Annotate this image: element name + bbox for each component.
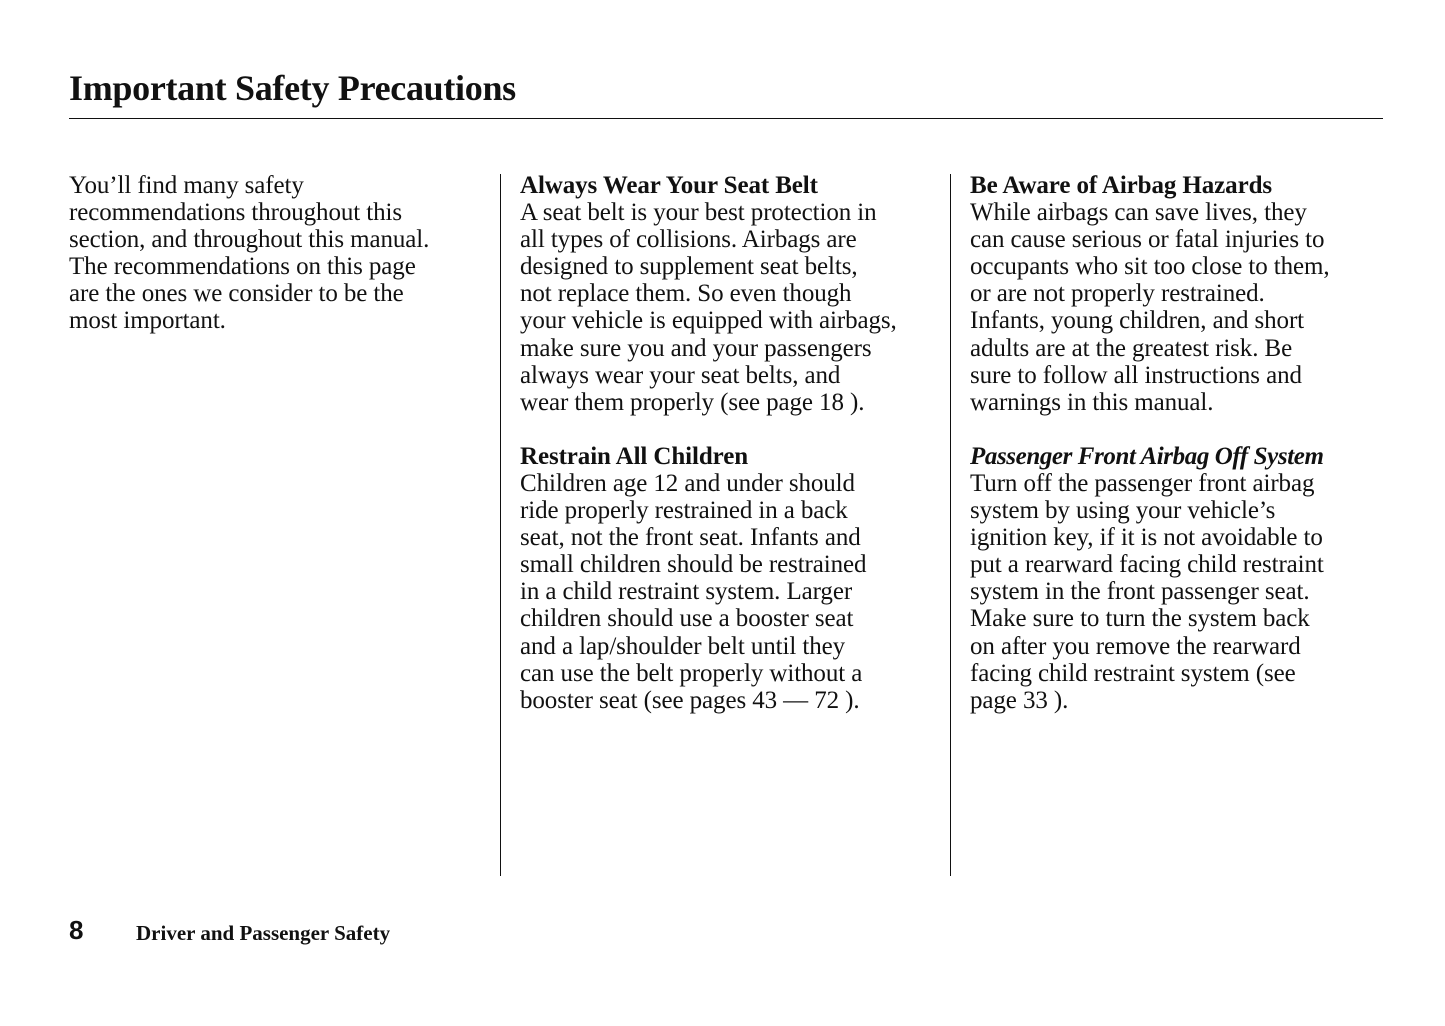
text-line: ride properly restrained in a back — [520, 497, 848, 525]
text-line: The recommendations on this page — [69, 253, 416, 281]
text-line: warnings in this manual. — [970, 388, 1214, 416]
text-line: children should use a booster seat — [520, 605, 854, 633]
title-rule — [69, 118, 1383, 119]
text-line: While airbags can save lives, they — [970, 199, 1307, 227]
intro-column — [69, 172, 489, 335]
text-line: designed to supplement seat belts, — [520, 253, 858, 281]
text-line: not replace them. So even though — [520, 280, 852, 308]
text-line: small children should be restrained — [520, 551, 867, 579]
page-title: Important Safety Precautions — [69, 68, 516, 108]
intro-paragraph — [69, 172, 489, 335]
right-column — [970, 172, 1390, 714]
children-heading: Restrain All Children — [520, 442, 749, 470]
text-line: on after you remove the rearward — [970, 632, 1301, 660]
text-line: can use the belt properly without a — [520, 659, 863, 687]
text-line: page 33 ). — [970, 686, 1069, 714]
text-line: occupants who sit too close to them, — [970, 253, 1330, 281]
text-line: adults are at the greatest risk. Be — [970, 334, 1293, 362]
text-line: and a lap/shoulder belt until they — [520, 632, 845, 660]
text-line: sure to follow all instructions and — [970, 361, 1302, 389]
text-line: make sure you and your passengers — [520, 334, 872, 362]
middle-column — [520, 172, 945, 714]
text-line: in a child restraint system. Larger — [520, 578, 853, 606]
airbag-off-heading: Passenger Front Airbag Off System — [970, 442, 1324, 470]
text-line: A seat belt is your best protection in — [520, 199, 877, 227]
text-line: are the ones we consider to be the — [69, 280, 404, 308]
text-line: system in the front passenger seat. — [970, 578, 1310, 606]
children-section — [520, 443, 945, 714]
text-line: recommendations throughout this — [69, 199, 402, 227]
text-line: most important. — [69, 307, 226, 335]
text-line: Children age 12 and under should — [520, 469, 855, 497]
text-line: can cause serious or fatal injuries to — [970, 226, 1325, 254]
text-line: wear them properly (see page 18 ). — [520, 388, 865, 416]
airbag-off-section — [970, 443, 1390, 714]
text-line: section, and throughout this manual. — [69, 226, 430, 254]
text-line: seat, not the front seat. Infants and — [520, 524, 861, 552]
text-line: ignition key, if it is not avoidable to — [970, 524, 1323, 552]
text-line: all types of collisions. Airbags are — [520, 226, 857, 254]
text-line: put a rearward facing child restraint — [970, 551, 1324, 579]
text-line: always wear your seat belts, and — [520, 361, 841, 389]
text-line: facing child restraint system (see — [970, 659, 1296, 687]
section-name: Driver and Passenger Safety — [136, 921, 391, 945]
text-line: Make sure to turn the system back — [970, 605, 1310, 633]
text-line: Turn off the passenger front airbag — [970, 469, 1315, 497]
airbag-heading: Be Aware of Airbag Hazards — [970, 172, 1273, 199]
airbag-section — [970, 172, 1390, 416]
text-line: You’ll find many safety — [69, 172, 304, 199]
text-line: or are not properly restrained. — [970, 280, 1265, 308]
text-line: booster seat (see pages 43 — 72 ). — [520, 686, 860, 714]
text-line: your vehicle is equipped with airbags, — [520, 307, 897, 335]
text-line: system by using your vehicle’s — [970, 497, 1276, 525]
seat-belt-heading: Always Wear Your Seat Belt — [520, 172, 818, 199]
seat-belt-section — [520, 172, 945, 416]
text-line: Infants, young children, and short — [970, 307, 1305, 335]
column-divider — [500, 174, 501, 876]
page-number: 8 — [69, 915, 84, 945]
column-divider — [950, 174, 951, 876]
